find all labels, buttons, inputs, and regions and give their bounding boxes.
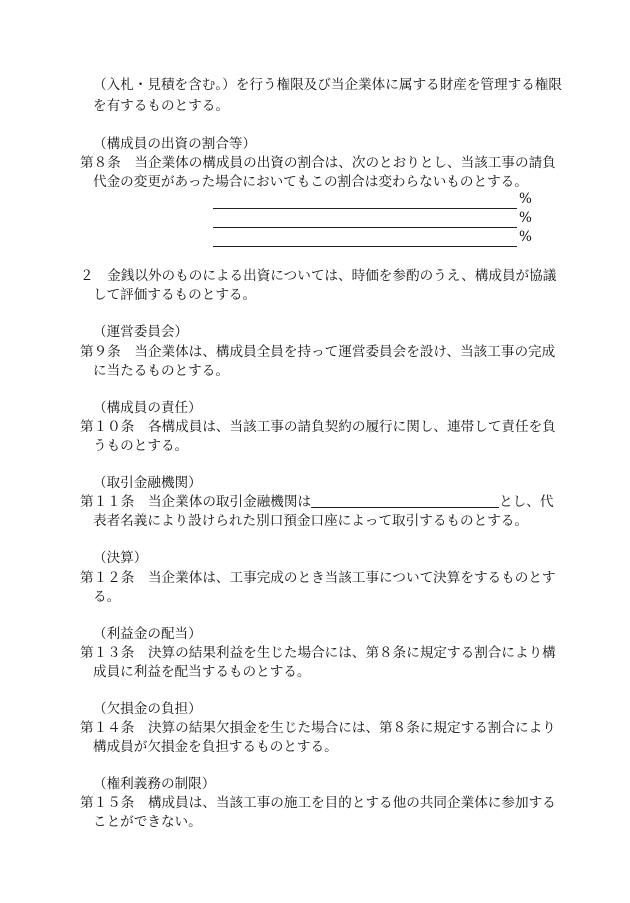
share-blank-line [213, 232, 517, 247]
article-14-text-1: 決算の結果欠損金を生じた場合には、第８条に規定する割合により [147, 720, 556, 736]
article-10-line-1 [80, 417, 556, 437]
article-10-label: 第１０条 [80, 419, 135, 435]
article-13-text-1: 決算の結果利益を生じた場合には、第８条に規定する割合により構 [147, 645, 556, 661]
percent-sign: % [519, 229, 532, 245]
article-10-line-2: うものとする。 [93, 438, 189, 454]
share-blank-row-1 [213, 189, 532, 209]
article-9-line-2: に当たるものとする。 [93, 363, 229, 379]
share-blank-row-3 [213, 227, 532, 247]
article-12-line-1 [80, 568, 556, 588]
article-9-heading: （運営委員会） [93, 324, 189, 340]
article-8-para-2-line-1: ２ 金銭以外のものによる出資については、時価を参酌のうえ、構成員が協議 [80, 268, 557, 284]
article-8-label: 第８条 [80, 155, 121, 171]
article-15-line-2: ことができない。 [93, 814, 202, 830]
article-15-text-1: 構成員は、当該工事の施工を目的とする他の共同企業体に参加する [147, 795, 556, 811]
intro-line-2: を有するものとする。 [93, 98, 229, 114]
article-8-para-2-line-2: して評価するものとする。 [93, 287, 257, 303]
percent-sign: % [519, 210, 532, 226]
article-8-text-1: 当企業体の構成員の出資の割合は、次のとおりとし、当該工事の請負 [134, 155, 556, 171]
article-14-heading: （欠損金の負担） [93, 701, 202, 717]
article-12-heading: （決算） [93, 550, 148, 566]
article-9-line-1 [80, 342, 555, 362]
intro-line-1: （入札・見積を含む。）を行う権限及び当企業体に属する財産を管理する権限 [93, 77, 562, 93]
article-15-heading: （権利義務の制限） [93, 776, 216, 792]
article-11-line-2: 表者名義により設けられた別口預金口座によって取引するものとする。 [93, 513, 528, 529]
article-8-heading: （構成員の出資の割合等） [93, 136, 257, 152]
article-9-label: 第９条 [80, 344, 121, 360]
article-13-heading: （利益金の配当） [93, 626, 202, 642]
bank-name-blank [311, 493, 499, 508]
article-12-label: 第１２条 [80, 570, 135, 586]
article-11-label: 第１１条 [80, 494, 135, 510]
article-10-text-1: 各構成員は、当該工事の請負契約の履行に関し、連帯して責任を負 [147, 419, 556, 435]
article-8-line-1 [80, 153, 556, 173]
share-blank-line [213, 194, 517, 209]
article-13-label: 第１３条 [80, 645, 135, 661]
article-10-heading: （構成員の責任） [93, 400, 202, 416]
article-11-text-1a: 当企業体の取引金融機関は [147, 494, 312, 510]
article-11-line-1 [80, 492, 553, 512]
article-13-line-2: 成員に利益を配当するものとする。 [93, 664, 311, 680]
share-blank-row-2 [213, 208, 532, 228]
article-11-text-1b: とし、代 [499, 494, 554, 510]
article-15-line-1 [80, 793, 556, 813]
share-blank-line [213, 213, 517, 228]
article-12-text-1: 当企業体は、工事完成のとき当該工事について決算をするものとす [147, 570, 556, 586]
article-12-line-2: る。 [93, 589, 121, 605]
article-11-heading: （取引金融機関） [93, 475, 202, 491]
article-15-label: 第１５条 [80, 795, 135, 811]
article-14-label: 第１４条 [80, 720, 135, 736]
article-14-line-1 [80, 718, 556, 738]
article-13-line-1 [80, 643, 556, 663]
percent-sign: % [519, 191, 532, 207]
article-8-line-2: 代金の変更があった場合においてもこの割合は変わらないものとする。 [93, 174, 528, 190]
article-14-line-2: 構成員が欠損金を負担するものとする。 [93, 739, 338, 755]
article-9-text-1: 当企業体は、構成員全員を持って運営委員会を設け、当該工事の完成 [134, 344, 556, 360]
